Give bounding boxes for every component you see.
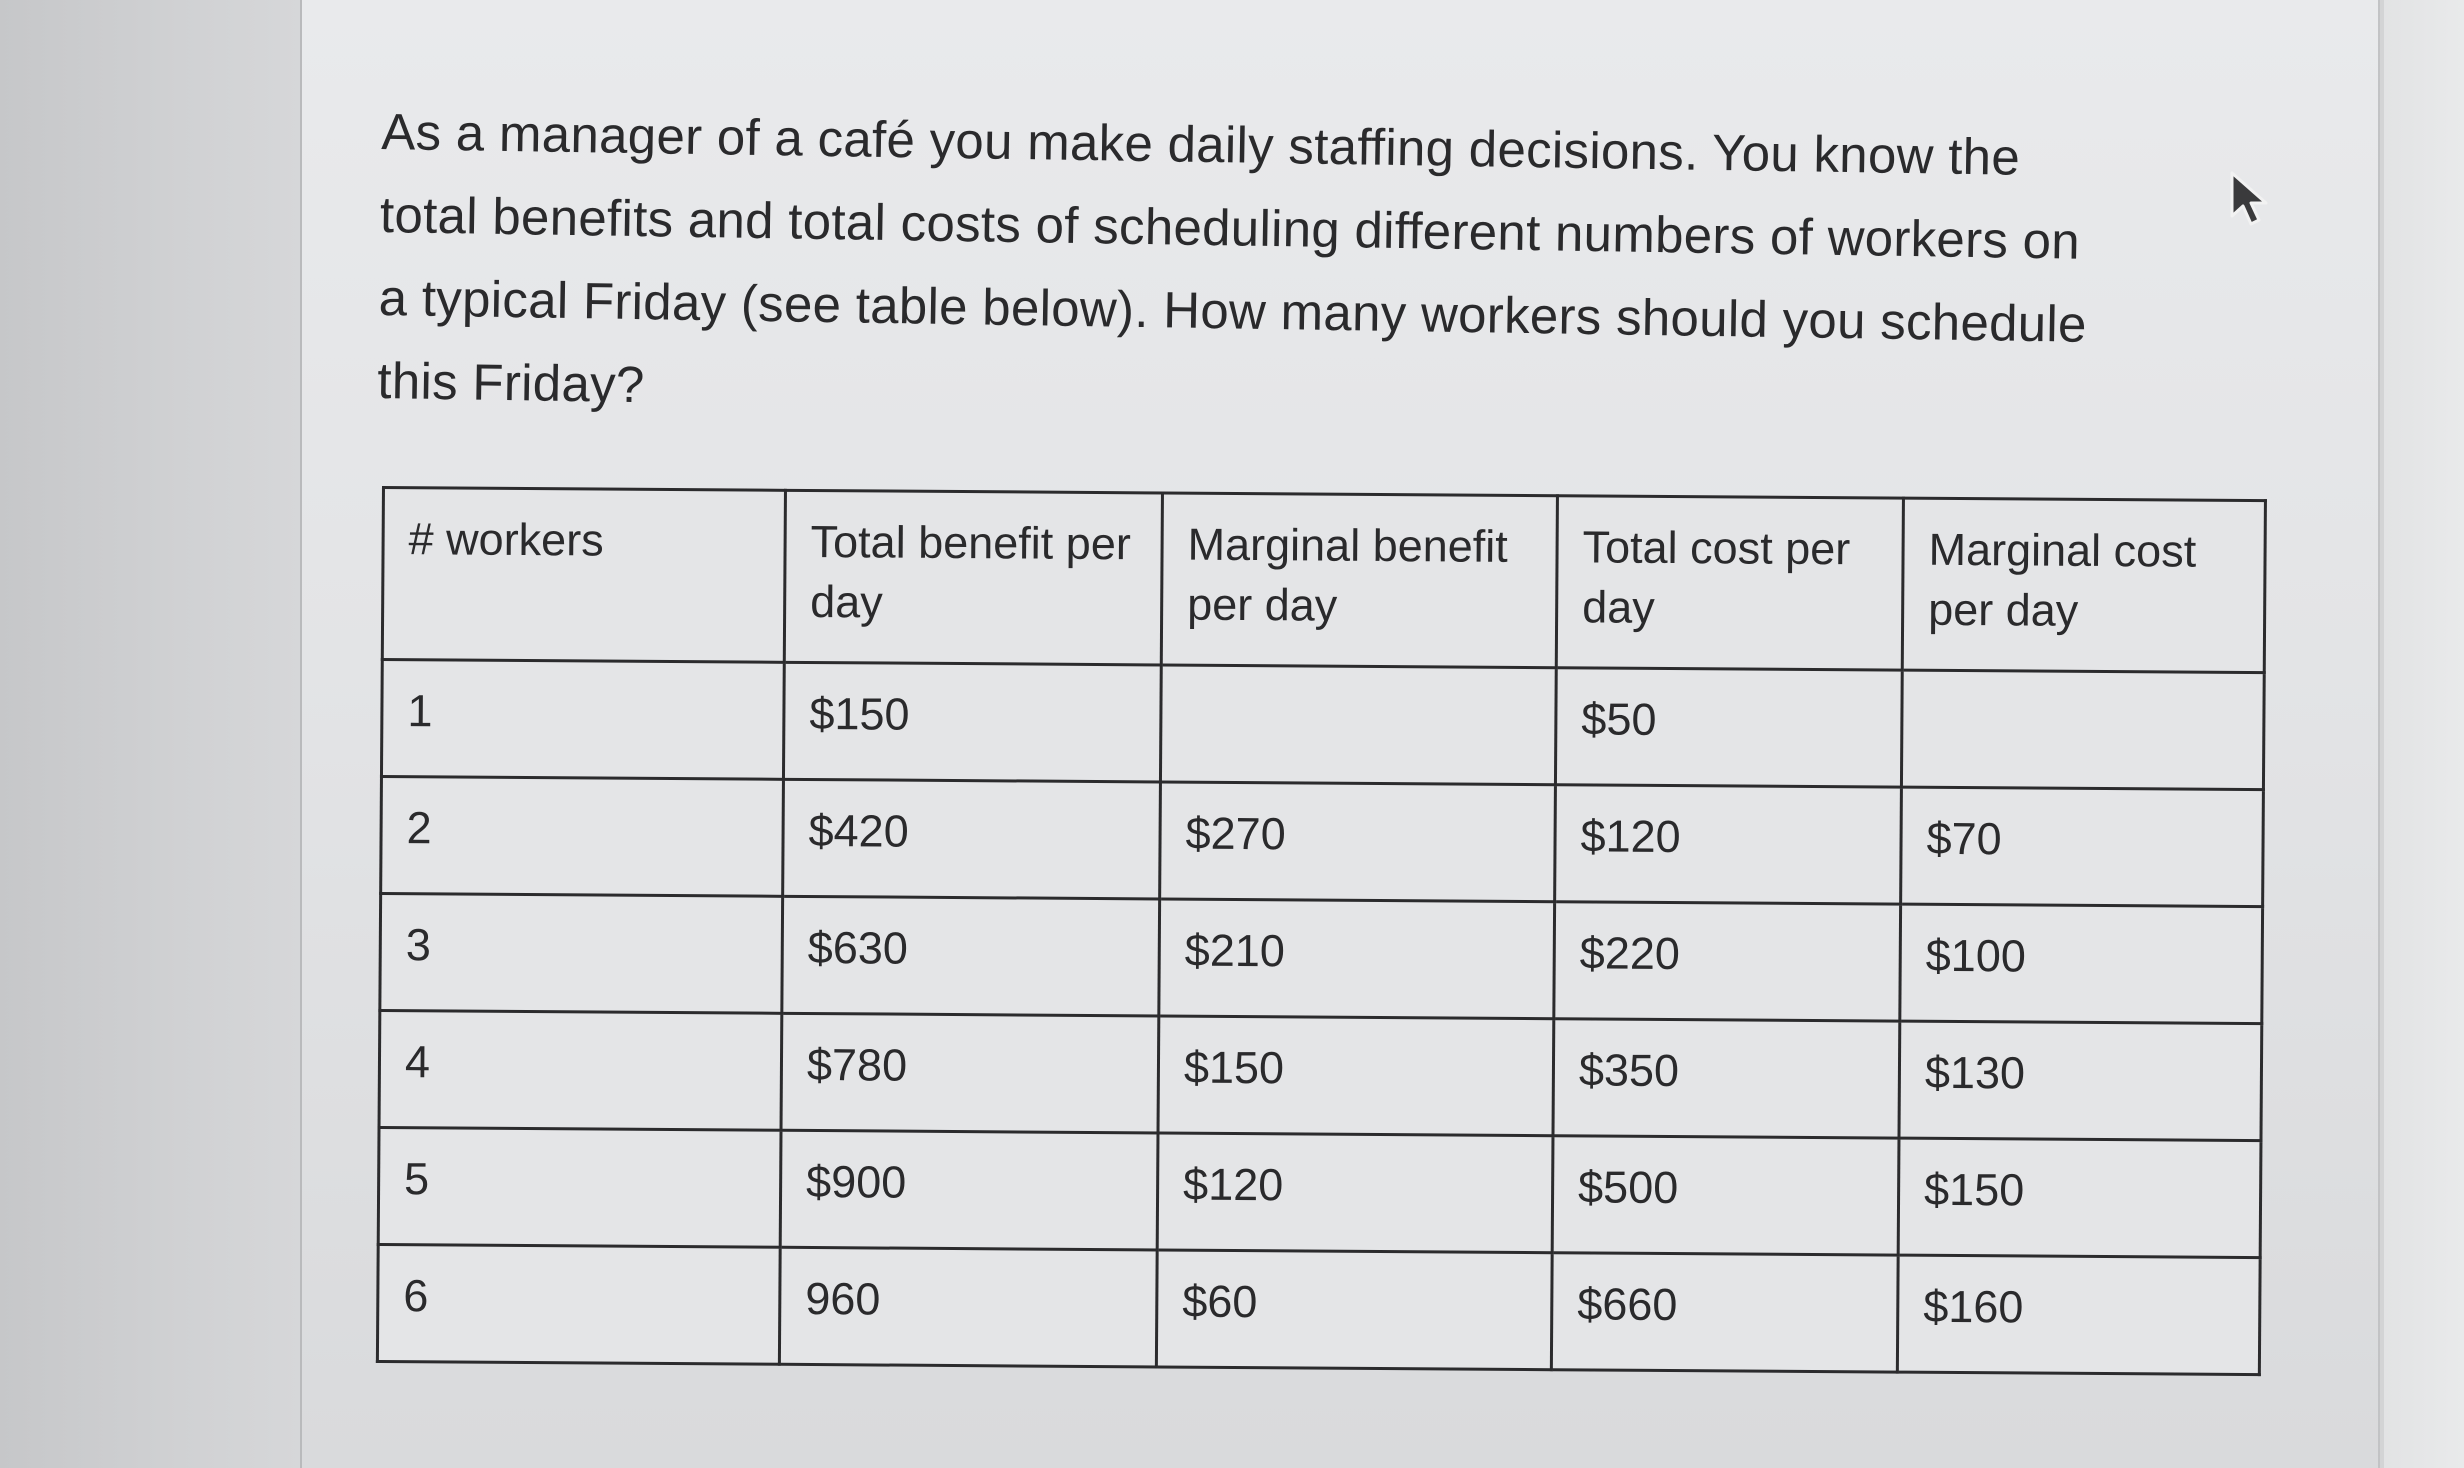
table-row bbox=[379, 1010, 2262, 1140]
header-total-benefit: Total benefit per day bbox=[784, 490, 1162, 665]
cell-marginal-benefit: $60 bbox=[1156, 1250, 1552, 1370]
cell-marginal-cost: $70 bbox=[1901, 787, 2264, 907]
cell-workers: 6 bbox=[377, 1244, 780, 1364]
cell-total-benefit: 960 bbox=[779, 1247, 1157, 1367]
table-row bbox=[378, 1127, 2261, 1257]
cell-workers: 4 bbox=[379, 1010, 782, 1130]
staffing-table-container bbox=[376, 486, 2267, 1376]
table-header-row bbox=[382, 488, 2265, 673]
cell-marginal-cost: $160 bbox=[1897, 1255, 2260, 1375]
cell-total-cost: $120 bbox=[1555, 785, 1902, 904]
background-right bbox=[2384, 0, 2464, 1468]
header-marginal-cost: Marginal cost per day bbox=[1902, 498, 2265, 673]
cell-marginal-cost: $150 bbox=[1898, 1138, 2261, 1258]
cell-marginal-benefit: $120 bbox=[1157, 1133, 1553, 1253]
cell-total-benefit: $630 bbox=[782, 896, 1160, 1016]
cell-workers: 1 bbox=[381, 660, 784, 780]
cell-total-cost: $50 bbox=[1555, 668, 1902, 787]
question-text: As a manager of a café you make daily staffing decisions. You know the total benefits and total costs of scheduling different numbers of workers on a typical Friday (see table below). How many workers should you schedule this Friday? bbox=[376, 102, 2088, 414]
table-row bbox=[380, 894, 2263, 1024]
background-left bbox=[0, 0, 300, 1468]
mouse-pointer-icon bbox=[2228, 170, 2274, 230]
cell-marginal-cost: $100 bbox=[1900, 904, 2263, 1024]
table-row bbox=[377, 1244, 2260, 1374]
cell-total-cost: $350 bbox=[1553, 1019, 1900, 1138]
header-workers: # workers bbox=[382, 488, 785, 663]
cell-total-benefit: $780 bbox=[781, 1013, 1159, 1133]
cell-total-cost: $500 bbox=[1552, 1136, 1899, 1255]
cell-total-benefit: $150 bbox=[783, 662, 1161, 782]
header-marginal-benefit: Marginal benefit per day bbox=[1161, 493, 1557, 668]
cell-total-cost: $660 bbox=[1551, 1253, 1898, 1372]
header-total-cost: Total cost per day bbox=[1556, 496, 1903, 670]
cell-total-benefit: $900 bbox=[780, 1130, 1158, 1250]
cell-workers: 5 bbox=[378, 1127, 781, 1247]
cell-workers: 2 bbox=[381, 777, 784, 897]
cell-total-benefit: $420 bbox=[783, 779, 1161, 899]
cell-marginal-cost: $130 bbox=[1899, 1021, 2262, 1141]
question-page bbox=[300, 0, 2380, 1468]
cell-marginal-benefit: $270 bbox=[1160, 782, 1556, 902]
cell-workers: 3 bbox=[380, 894, 783, 1014]
cell-total-cost: $220 bbox=[1554, 902, 1901, 1021]
staffing-table bbox=[376, 486, 2267, 1376]
cell-marginal-cost bbox=[1901, 670, 2264, 790]
table-row bbox=[381, 660, 2264, 790]
table-row bbox=[381, 777, 2264, 907]
cell-marginal-benefit bbox=[1160, 665, 1556, 785]
cell-marginal-benefit: $150 bbox=[1158, 1016, 1554, 1136]
cell-marginal-benefit: $210 bbox=[1159, 899, 1555, 1019]
